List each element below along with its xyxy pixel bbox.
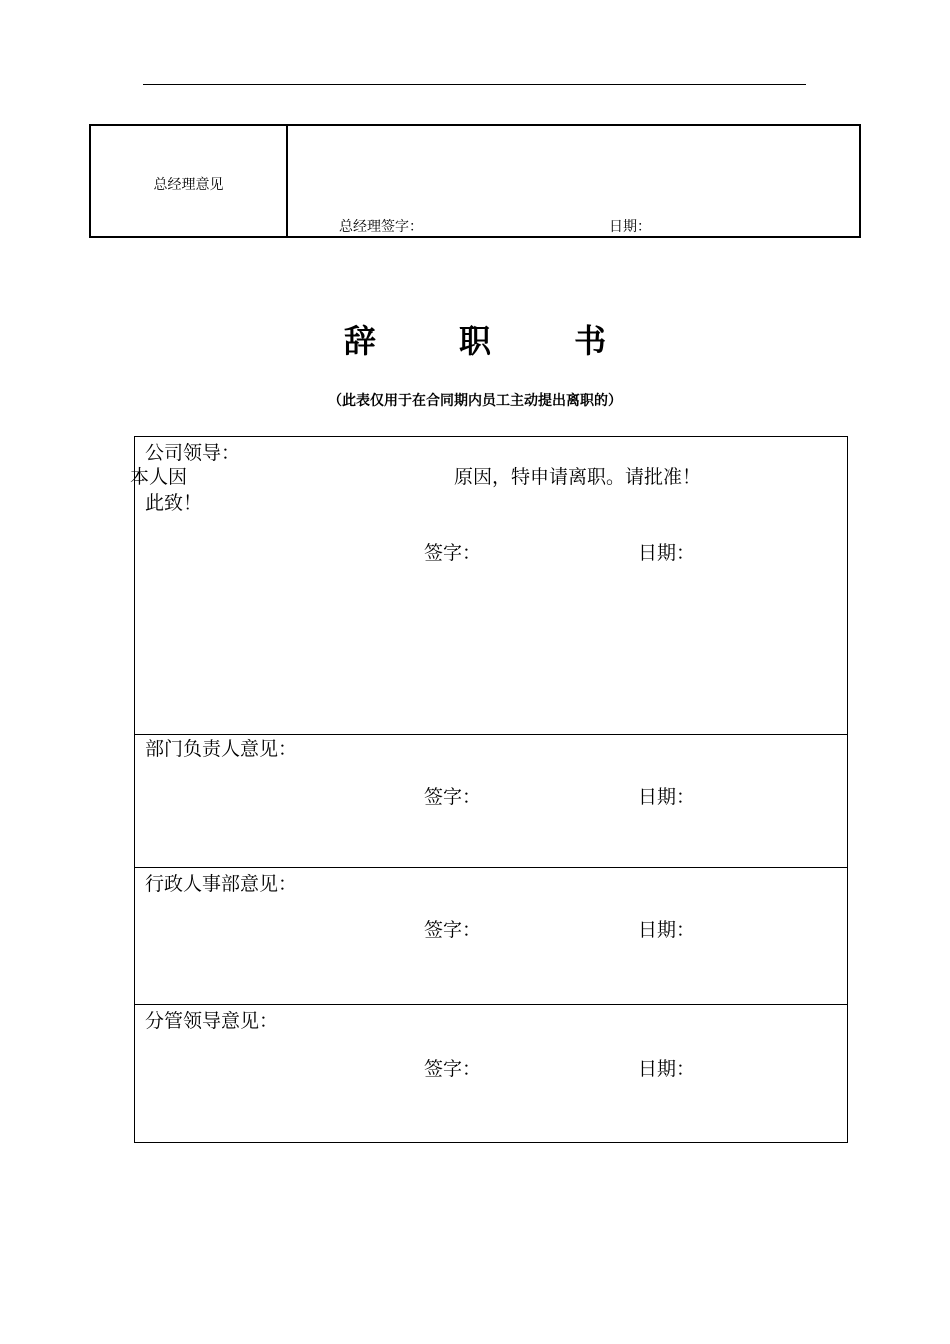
hr-signature-label: 签字： [424, 919, 482, 941]
opinion-row-department [135, 734, 847, 868]
letter-row [130, 437, 847, 735]
hr-opinion-label: 行政人事部意见： [145, 873, 298, 895]
department-date-label: 日期： [638, 786, 696, 808]
division-leader-date-label: 日期： [638, 1058, 696, 1080]
letter-salutation: 公司领导： [145, 442, 241, 464]
gm-signature-label: 总经理签字： [339, 219, 423, 235]
division-leader-signature-label: 签字： [424, 1058, 482, 1080]
gm-label-cell [91, 126, 288, 236]
letter-closing: 此致！ [145, 492, 203, 514]
header-rule [143, 84, 806, 85]
gm-date-label: 日期： [609, 219, 651, 235]
letter-signature-label: 签字： [424, 542, 482, 564]
hr-date-label: 日期： [638, 919, 696, 941]
letter-reason-suffix: 原因，特申请离职。请批准！ [454, 466, 702, 488]
document-subtitle: （此表仅用于在合同期内员工主动提出离职的） [328, 393, 622, 409]
gm-opinion-label: 总经理意见 [153, 177, 224, 193]
document-title: 辞 职 书 [343, 322, 643, 360]
opinion-row-hr [135, 867, 847, 1005]
letter-date-label: 日期： [638, 542, 696, 564]
department-signature-label: 签字： [424, 786, 482, 808]
general-manager-opinion-table [89, 124, 861, 238]
letter-reason-prefix: 本人因 [130, 466, 188, 488]
opinion-row-division-leader [135, 1004, 847, 1141]
resignation-form-table [130, 436, 848, 1143]
department-opinion-label: 部门负责人意见： [145, 738, 298, 760]
division-leader-opinion-label: 分管领导意见： [145, 1010, 279, 1032]
